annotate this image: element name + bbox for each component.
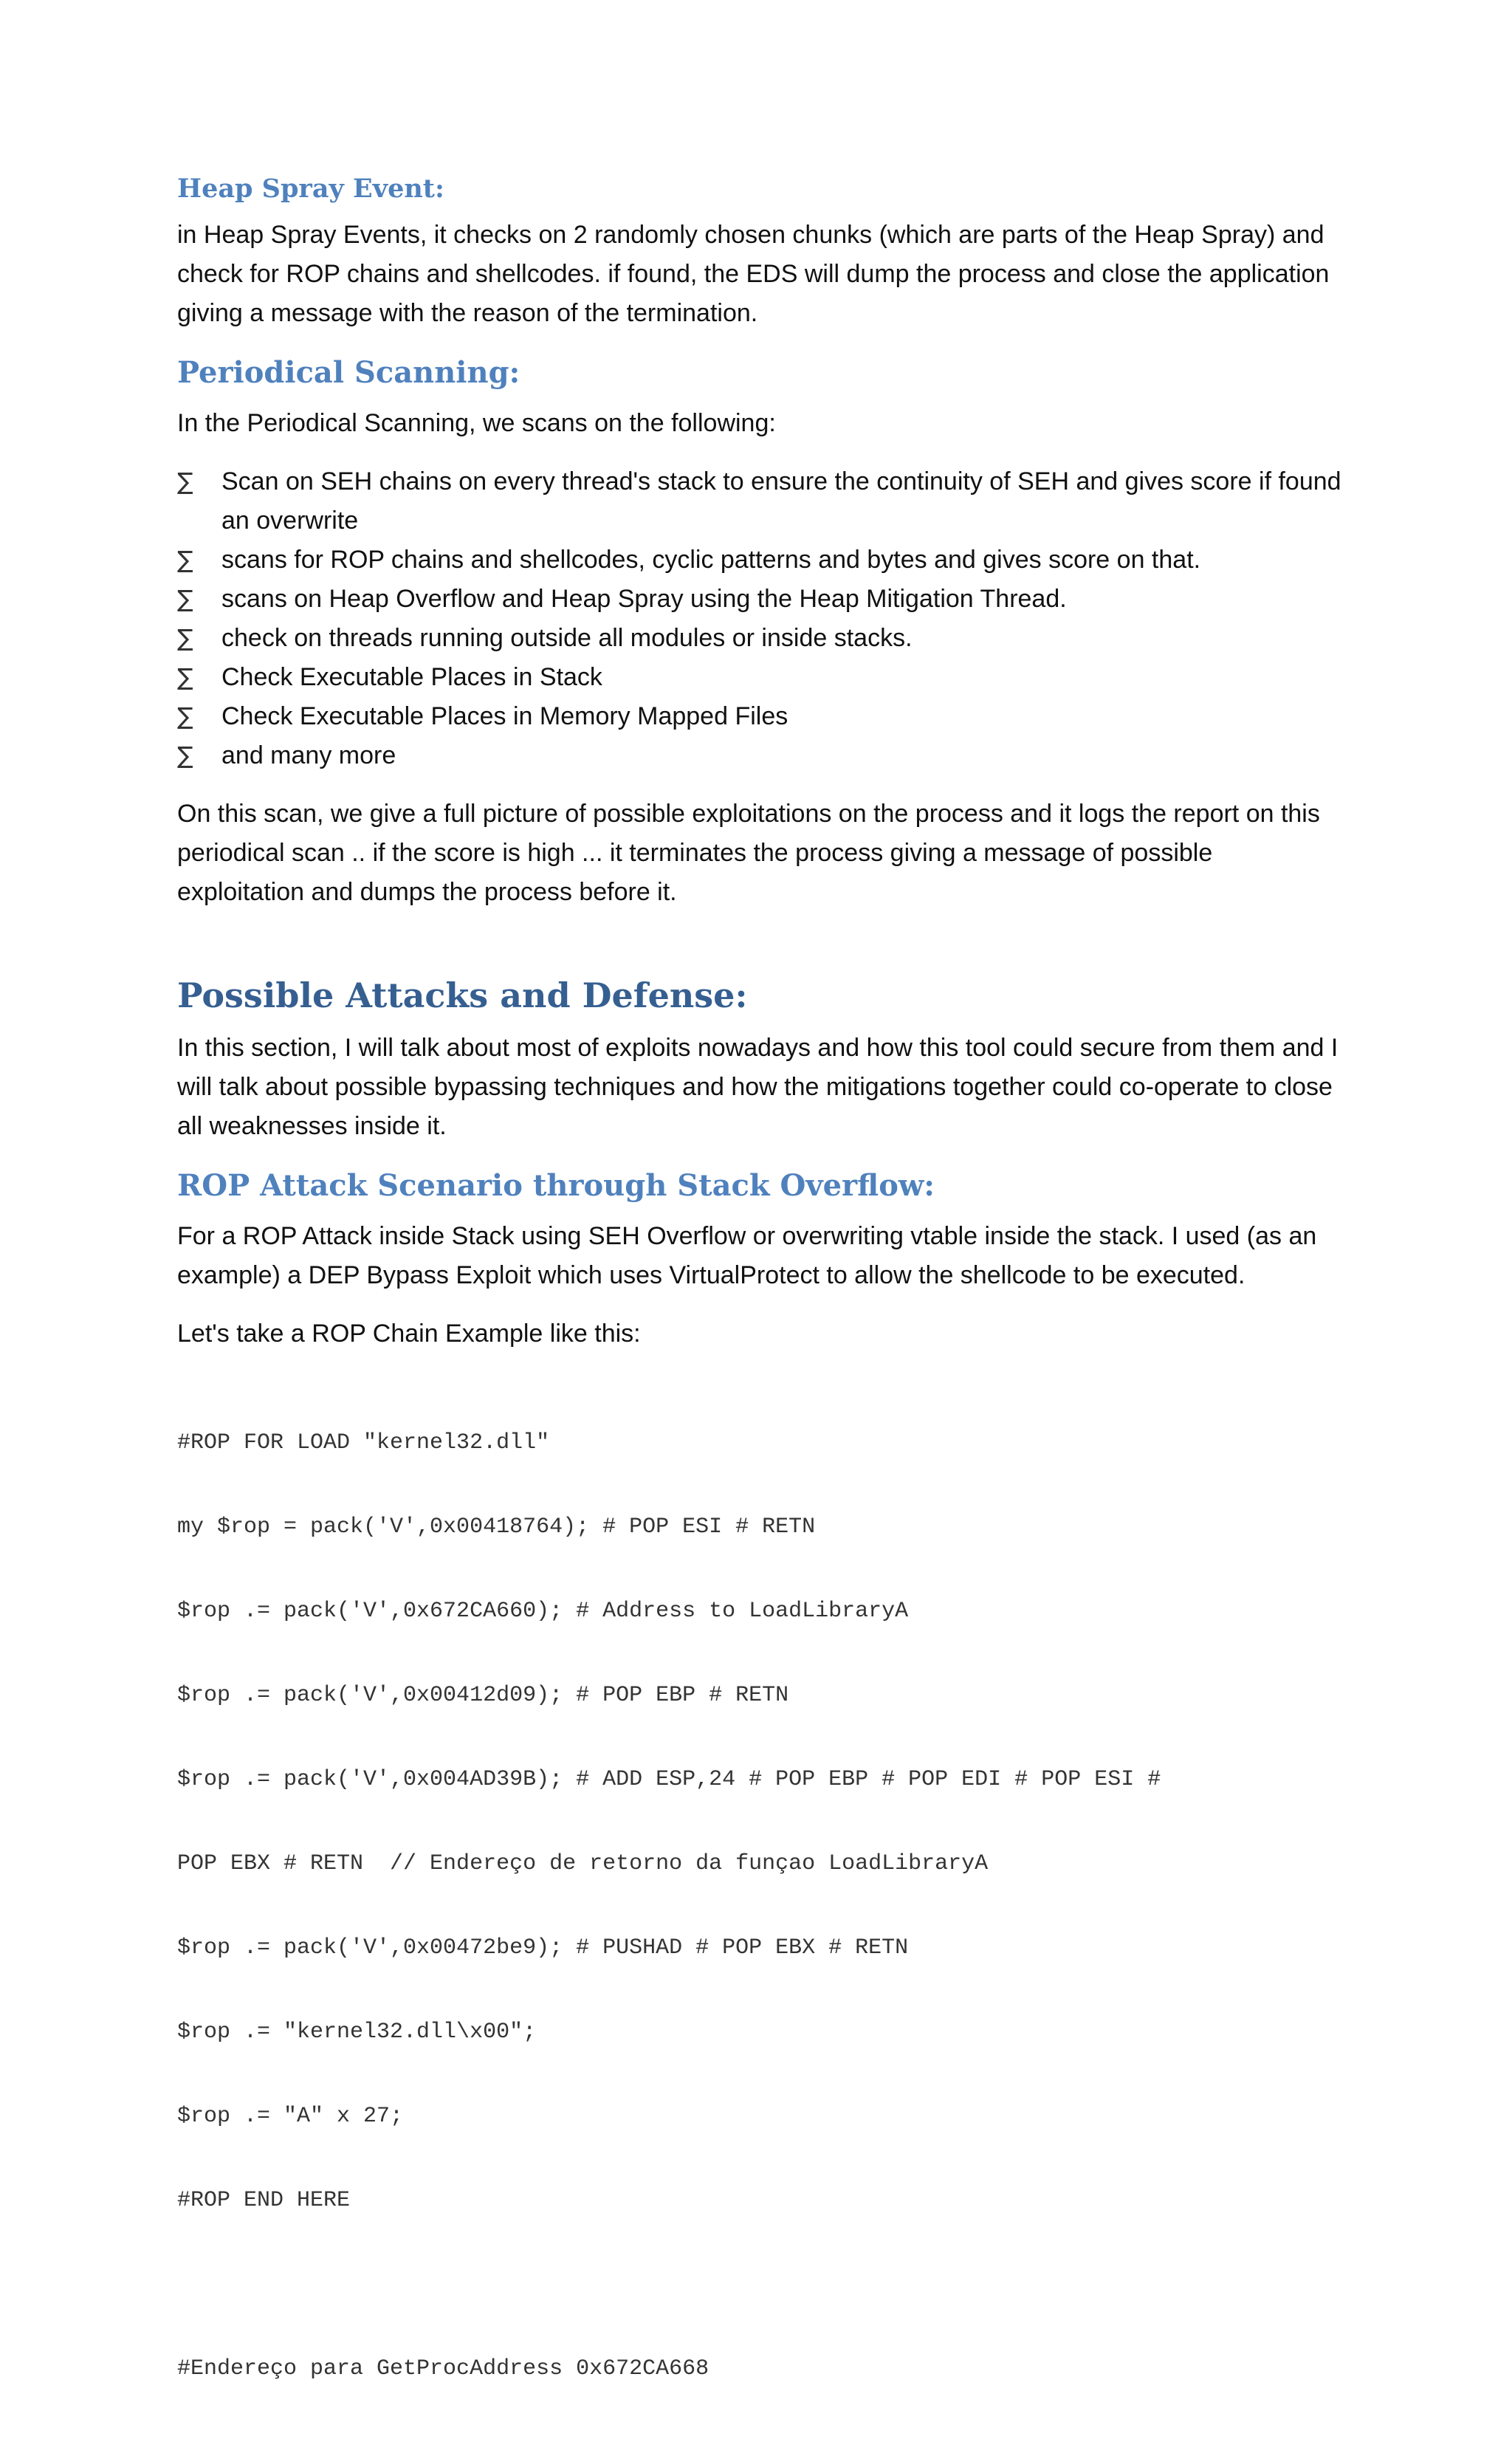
list-item [177,658,1344,697]
code-spacer [177,2271,1344,2299]
list-item [177,462,1344,541]
code-line: $rop .= "A" x 27; [177,2104,404,2129]
list-item [177,541,1344,580]
sigma-bullet-icon: ∑ [177,467,193,495]
list-item-text: Check Executable Places in Memory Mapped Files [221,702,788,730]
code-line: #ROP END HERE [177,2188,351,2213]
sigma-bullet-icon: ∑ [177,663,193,691]
list-item-text: Scan on SEH chains on every thread's stack to ensure the continuity of SEH and gives score if found an overwrite [221,467,1341,535]
section-spacer [177,931,1344,972]
code-line: #ROP FOR LOAD "kernel32.dll" [177,1430,550,1455]
paragraph-heap-spray-event: in Heap Spray Events, it checks on 2 randomly chosen chunks (which are parts of the Heap Spray) and check for ROP chains and shellcodes. if found, the EDS will dump the process and close the application giving a message with the reason of the termination. [177,221,1330,327]
paragraph-periodical-outro: On this scan, we give a full picture of possible exploitations on the process and it logs the report on this periodical scan .. if the score is high ... it terminates the process giving a message of possible exploitation and dumps the process before it. [177,800,1320,906]
document-content [177,171,1344,2439]
list-item-text: check on threads running outside all modules or inside stacks. [221,624,913,652]
code-line: $rop .= pack('V',0x672CA660); # Address to LoadLibraryA [177,1599,909,1624]
periodical-scan-list [177,462,1344,775]
list-item [177,619,1344,658]
heading-possible-attacks: Possible Attacks and Defense: [177,975,748,1015]
sigma-bullet-icon: ∑ [177,702,193,730]
sigma-bullet-icon: ∑ [177,741,193,769]
list-item-text: scans on Heap Overflow and Heap Spray using the Heap Mitigation Thread. [221,585,1067,613]
heading-heap-spray-event: Heap Spray Event: [177,174,444,204]
list-item [177,697,1344,736]
paragraph-rop-attack: For a ROP Attack inside Stack using SEH Overflow or overwriting vtable inside the stack. I used (as an example) a DEP Bypass Exploit which uses VirtualProtect to allow the shellcode to be executed. [177,1222,1317,1289]
code-line-getprocaddress: #Endereço para GetProcAddress 0x672CA668 [177,2356,709,2381]
sigma-bullet-icon: ∑ [177,585,193,613]
code-line: POP EBX # RETN // Endereço de retorno da funçao LoadLibraryA [177,1851,989,1876]
code-line: $rop .= pack('V',0x004AD39B); # ADD ESP,24 # POP EBP # POP EDI # POP ESI # [177,1767,1161,1792]
heading-periodical-scanning: Periodical Scanning: [177,355,520,390]
sigma-bullet-icon: ∑ [177,546,193,574]
paragraph-periodical-intro: In the Periodical Scanning, we scans on the following: [177,409,776,437]
sigma-bullet-icon: ∑ [177,624,193,652]
list-item [177,736,1344,775]
heading-rop-attack-scenario: ROP Attack Scenario through Stack Overflow: [177,1168,935,1203]
code-line: $rop .= "kernel32.dll\x00"; [177,2020,537,2045]
paragraph-possible-attacks: In this section, I will talk about most of exploits nowadays and how this tool could secure from them and I will talk about possible bypassing techniques and how the mitigations together could co-operate to close all weaknesses inside it. [177,1034,1339,1140]
list-item-text: and many more [221,741,396,769]
code-line: $rop .= pack('V',0x00412d09); # POP EBP # RETN [177,1683,789,1708]
list-item-text: scans for ROP chains and shellcodes, cyclic patterns and bytes and gives score on that. [221,546,1201,574]
paragraph-rop-chain-intro: Let's take a ROP Chain Example like this: [177,1320,641,1348]
list-item [177,580,1344,619]
list-item-text: Check Executable Places in Stack [221,663,602,691]
rop-chain-code-block [177,1373,1344,2439]
code-line: my $rop = pack('V',0x00418764); # POP ESI # RETN [177,1514,816,1540]
code-line: $rop .= pack('V',0x00472be9); # PUSHAD # POP EBX # RETN [177,1935,909,1961]
